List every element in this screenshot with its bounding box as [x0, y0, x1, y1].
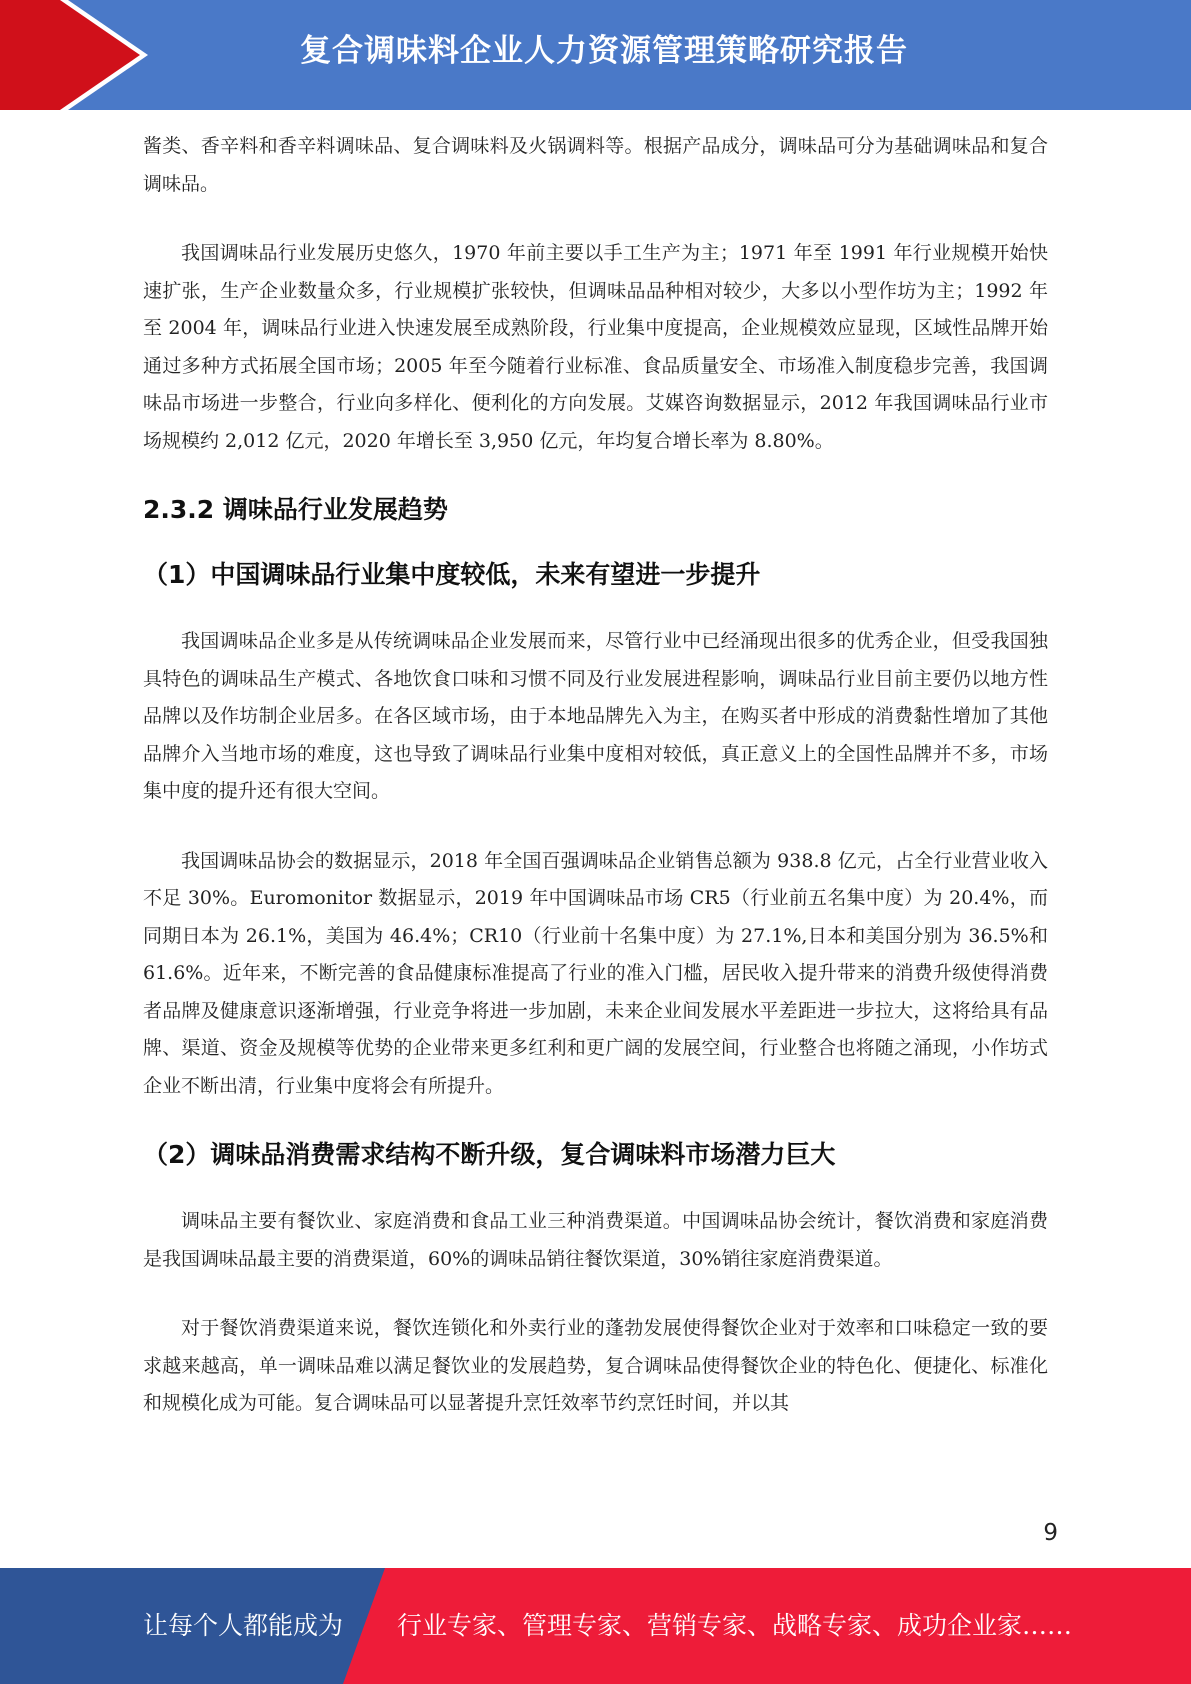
subheading-demand-upgrade: （2）调味品消费需求结构不断升级，复合调味料市场潜力巨大: [143, 1140, 836, 1169]
report-title: 复合调味料企业人力资源管理策略研究报告: [300, 33, 908, 69]
section-heading-2-3-2: 2.3.2 调味品行业发展趋势: [143, 495, 448, 524]
paragraph-history: 我国调味品行业发展历史悠久，1970 年前主要以手工生产为主；1971 年至 1991 年行业规模开始快速扩张，生产企业数量众多，行业规模扩张较快，但调味品品种相对较少，大多以小型作坊为主；1992 年至 2004 年，调味品行业进入快速发展至成熟阶段，行业集中度提高，企业规模效应显现，区域性品牌开始通过多种方式拓展全国市场；2005 年至今随着行业标准、食品质量安全、市场准入制度稳步完善，我国调味品市场进一步整合，行业向多样化、便利化的方向发展。艾媒咨询数据显示，2012 年我国调味品行业市场规模约 2,012 亿元，2020 年增长至 3,950 亿元，年均复合增长率为 8.80%。: [143, 242, 1048, 452]
footer-slogan-left: 让每个人都能成为: [143, 1611, 344, 1640]
paragraph-market-data: 我国调味品协会的数据显示，2018 年全国百强调味品企业销售总额为 938.8 亿元，占全行业营业收入不足 30%。Euromonitor 数据显示，2019 年中国调味品市场 CR5（行业前五名集中度）为 20.4%，而同期日本为 26.1%，美国为 46.4%；CR10（行业前十名集中度）为 27.1%,日本和美国分别为 36.5%和 61.6%。近年来，不断完善的食品健康标准提高了行业的准入门槛，居民收入提升带来的消费升级使得消费者品牌及健康意识逐渐增强，行业竞争将进一步加剧，未来企业间发展水平差距进一步拉大，这将给具有品牌、渠道、资金及规模等优势的企业带来更多红利和更广阔的发展空间，行业整合也将随之涌现，小作坊式企业不断出清，行业集中度将会有所提升。: [143, 849, 1048, 1097]
page-content: [143, 128, 1048, 1455]
paragraph-channels: 调味品主要有餐饮业、家庭消费和食品工业三种消费渠道。中国调味品协会统计，餐饮消费和家庭消费是我国调味品最主要的消费渠道，60%的调味品销往餐饮渠道，30%销往家庭消费渠道。: [143, 1210, 1048, 1270]
red-arrow-decoration-icon: [0, 0, 160, 110]
page-footer: [0, 1568, 1191, 1684]
paragraph-continued: 酱类、香辛料和香辛料调味品、复合调味料及火锅调料等。根据产品成分，调味品可分为基础调味品和复合调味品。: [143, 135, 1048, 195]
page-number: 9: [1043, 1520, 1058, 1546]
page-header: [0, 0, 1191, 110]
subheading-concentration: （1）中国调味品行业集中度较低，未来有望进一步提升: [143, 560, 761, 589]
footer-slogan-right: 行业专家、管理专家、营销专家、战略专家、成功企业家……: [397, 1611, 1073, 1640]
paragraph-concentration: 我国调味品企业多是从传统调味品企业发展而来，尽管行业中已经涌现出很多的优秀企业，但受我国独具特色的调味品生产模式、各地饮食口味和习惯不同及行业发展进程影响，调味品行业目前主要仍以地方性品牌以及作坊制企业居多。在各区域市场，由于本地品牌先入为主，在购买者中形成的消费黏性增加了其他品牌介入当地市场的难度，这也导致了调味品行业集中度相对较低，真正意义上的全国性品牌并不多，市场集中度的提升还有很大空间。: [143, 630, 1048, 802]
paragraph-catering: 对于餐饮消费渠道来说，餐饮连锁化和外卖行业的蓬勃发展使得餐饮企业对于效率和口味稳定一致的要求越来越高，单一调味品难以满足餐饮业的发展趋势，复合调味品使得餐饮企业的特色化、便捷化、标准化和规模化成为可能。复合调味品可以显著提升烹饪效率节约烹饪时间，并以其: [143, 1317, 1048, 1414]
